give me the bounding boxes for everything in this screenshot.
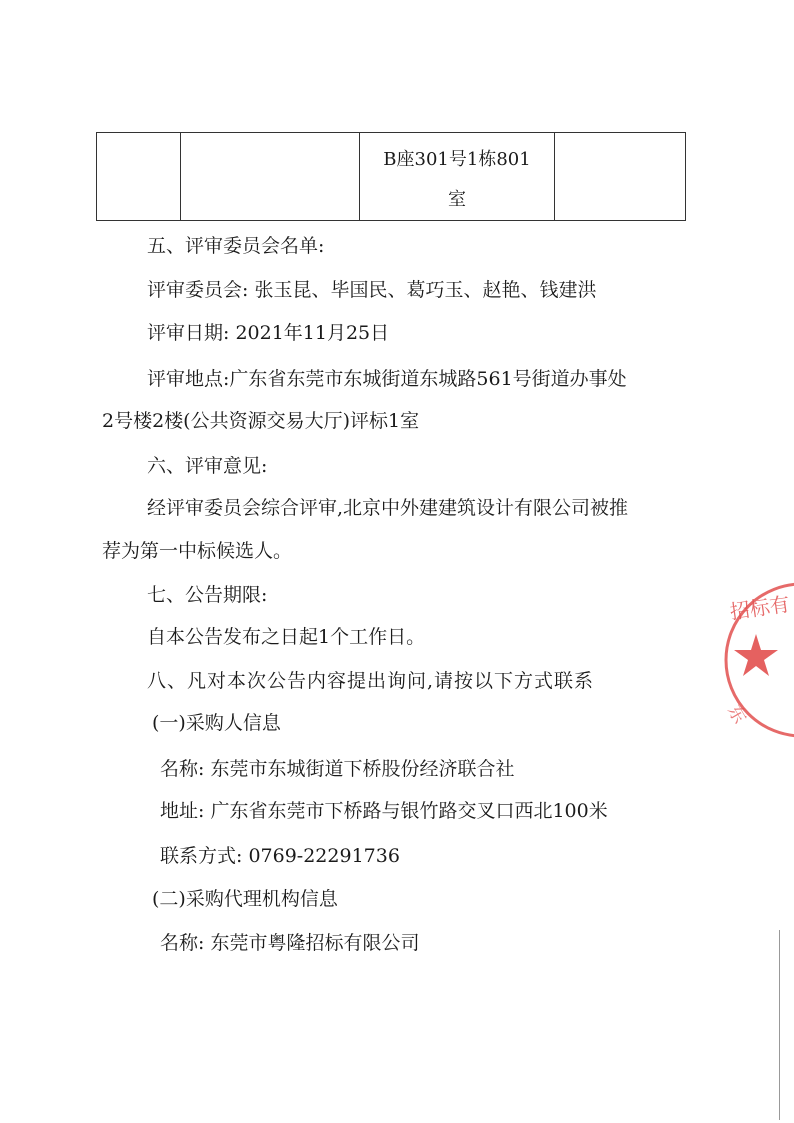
table-col-divider bbox=[359, 133, 360, 220]
buyer-name: 名称: 东莞市东城街道下桥股份经济联合社 bbox=[160, 758, 515, 780]
table-cell-address-line1: B座301号1栋801 bbox=[383, 149, 531, 170]
review-location-line1: 评审地点:广东省东莞市东城街道东城路561号街道办事处 bbox=[147, 368, 627, 390]
buyer-phone: 联系方式: 0769-22291736 bbox=[160, 845, 400, 867]
svg-text:东: 东 bbox=[723, 701, 751, 728]
buyer-address: 地址: 广东省东莞市下桥路与银竹路交叉口西北100米 bbox=[160, 800, 608, 822]
review-location-line2: 2号楼2楼(公共资源交易大厅)评标1室 bbox=[102, 410, 420, 432]
committee-list: 评审委员会: 张玉昆、毕国民、葛巧玉、赵艳、钱建洪 bbox=[147, 279, 597, 301]
agent-name: 名称: 东莞市粤隆招标有限公司 bbox=[160, 932, 420, 954]
opinion-line2: 荐为第一中标候选人。 bbox=[102, 540, 293, 562]
agent-info-heading: (二)采购代理机构信息 bbox=[152, 888, 338, 910]
table-cell-address-line2: 室 bbox=[448, 189, 466, 210]
section5-heading: 五、评审委员会名单: bbox=[147, 235, 325, 257]
table-col-divider bbox=[180, 133, 181, 220]
seal-star-icon bbox=[734, 634, 778, 676]
company-seal bbox=[722, 570, 794, 750]
opinion-line1: 经评审委员会综合评审,北京中外建建筑设计有限公司被推 bbox=[147, 497, 629, 519]
section8-heading: 八、凡对本次公告内容提出询问,请按以下方式联系 bbox=[147, 670, 595, 692]
table-col-divider bbox=[554, 133, 555, 220]
buyer-info-heading: (一)采购人信息 bbox=[152, 712, 281, 734]
svg-text:招标有: 招标有 bbox=[728, 591, 792, 624]
review-date: 评审日期: 2021年11月25日 bbox=[147, 322, 390, 344]
section6-heading: 六、评审意见: bbox=[147, 455, 268, 477]
company-seal-graphic bbox=[722, 570, 794, 750]
section7-heading: 七、公告期限: bbox=[147, 584, 268, 606]
notice-period: 自本公告发布之日起1个工作日。 bbox=[147, 626, 426, 648]
scan-edge-line bbox=[779, 930, 780, 1120]
